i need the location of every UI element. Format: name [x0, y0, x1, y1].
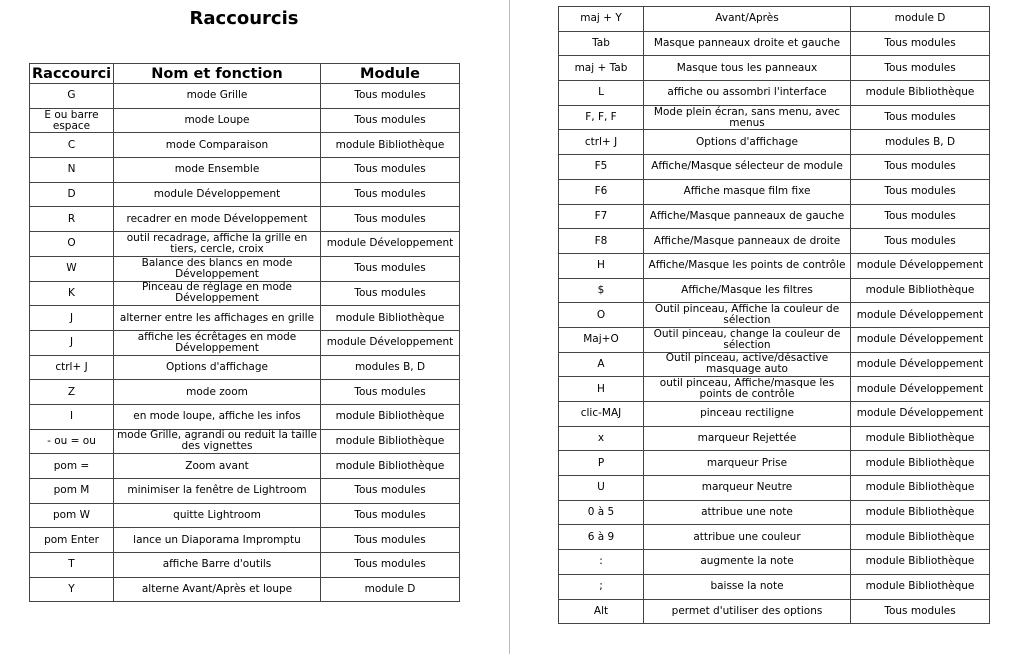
function-cell: module Développement [114, 182, 321, 207]
header-function: Nom et fonction [114, 64, 321, 84]
function-cell: quitte Lightroom [114, 503, 321, 528]
table-row [559, 500, 990, 525]
function-cell: Affiche/Masque panneaux de droite [644, 229, 851, 254]
function-cell: mode zoom [114, 380, 321, 405]
function-cell: permet d'utiliser des options [644, 599, 851, 624]
left-shortcuts-table [29, 63, 460, 602]
module-cell: Tous modules [321, 108, 460, 133]
function-cell: marqueur Prise [644, 451, 851, 476]
module-cell: Tous modules [851, 56, 990, 81]
right-shortcuts-table [558, 6, 990, 624]
table-row [30, 158, 460, 183]
module-cell: Tous modules [321, 182, 460, 207]
table-row [559, 229, 990, 254]
module-cell: Tous modules [321, 528, 460, 553]
shortcut-cell: H [559, 377, 644, 402]
module-cell: Tous modules [851, 155, 990, 180]
table-row [30, 133, 460, 158]
table-row [30, 577, 460, 602]
function-cell: augmente la note [644, 550, 851, 575]
shortcut-cell: ctrl+ J [30, 355, 114, 380]
shortcut-cell: F7 [559, 204, 644, 229]
module-cell: Tous modules [321, 158, 460, 183]
table-row [30, 232, 460, 257]
module-cell: module Bibliothèque [851, 550, 990, 575]
page-title: Raccourcis [189, 8, 299, 29]
function-cell: Masque tous les panneaux [644, 56, 851, 81]
function-cell: Affiche masque film fixe [644, 179, 851, 204]
table-row [559, 599, 990, 624]
shortcut-cell: pom Enter [30, 528, 114, 553]
module-cell: module Développement [851, 377, 990, 402]
table-row [559, 130, 990, 155]
table-row [559, 550, 990, 575]
module-cell: module Bibliothèque [321, 454, 460, 479]
table-row [30, 454, 460, 479]
shortcut-cell: 6 à 9 [559, 525, 644, 550]
function-cell: Outil pinceau, active/désactive masquage auto [644, 352, 851, 377]
table-row [30, 355, 460, 380]
module-cell: Tous modules [851, 179, 990, 204]
shortcut-cell: W [30, 256, 114, 281]
shortcut-cell: F8 [559, 229, 644, 254]
shortcut-cell: A [559, 352, 644, 377]
module-cell: module Bibliothèque [321, 429, 460, 454]
function-cell: attribue une note [644, 500, 851, 525]
table-row [559, 525, 990, 550]
table-row [559, 253, 990, 278]
table-row [559, 574, 990, 599]
module-cell: Tous modules [321, 380, 460, 405]
function-cell: Outil pinceau, change la couleur de sélection [644, 327, 851, 352]
function-cell: Outil pinceau, Affiche la couleur de sélection [644, 303, 851, 328]
table-row [559, 81, 990, 106]
module-cell: module Bibliothèque [851, 278, 990, 303]
function-cell: mode Loupe [114, 108, 321, 133]
shortcut-cell: maj + Tab [559, 56, 644, 81]
module-cell: Tous modules [321, 256, 460, 281]
table-row [30, 182, 460, 207]
module-cell: module Bibliothèque [851, 476, 990, 501]
shortcut-cell: F5 [559, 155, 644, 180]
table-row [30, 404, 460, 429]
module-cell: module Bibliothèque [851, 81, 990, 106]
function-cell: marqueur Neutre [644, 476, 851, 501]
shortcut-cell: O [559, 303, 644, 328]
module-cell: module Bibliothèque [851, 426, 990, 451]
shortcut-cell: 0 à 5 [559, 500, 644, 525]
module-cell: module Bibliothèque [851, 500, 990, 525]
shortcut-cell: $ [559, 278, 644, 303]
table-row [30, 479, 460, 504]
function-cell: en mode loupe, affiche les infos [114, 404, 321, 429]
header-shortcut: Raccourci [30, 64, 114, 84]
module-cell: module Bibliothèque [851, 574, 990, 599]
shortcut-cell: E ou barre espace [30, 108, 114, 133]
table-row [559, 451, 990, 476]
module-cell: Tous modules [851, 229, 990, 254]
function-cell: mode Grille, agrandi ou reduit la taille des vignettes [114, 429, 321, 454]
shortcut-cell: F, F, F [559, 105, 644, 130]
table-row [559, 327, 990, 352]
function-cell: affiche ou assombri l'interface [644, 81, 851, 106]
function-cell: affiche Barre d'outils [114, 553, 321, 578]
table-row [30, 429, 460, 454]
shortcut-cell: : [559, 550, 644, 575]
shortcut-cell: J [30, 330, 114, 355]
table-row [30, 207, 460, 232]
table-header-row [30, 64, 460, 84]
module-cell: Tous modules [321, 281, 460, 306]
table-row [30, 330, 460, 355]
module-cell: Tous modules [321, 479, 460, 504]
function-cell: Affiche/Masque les filtres [644, 278, 851, 303]
function-cell: Affiche/Masque sélecteur de module [644, 155, 851, 180]
table-row [30, 281, 460, 306]
function-cell: recadrer en mode Développement [114, 207, 321, 232]
shortcut-cell: P [559, 451, 644, 476]
function-cell: pinceau rectiligne [644, 402, 851, 427]
shortcut-cell: I [30, 404, 114, 429]
function-cell: Affiche/Masque panneaux de gauche [644, 204, 851, 229]
table-row [559, 56, 990, 81]
module-cell: module Développement [851, 352, 990, 377]
table-row [559, 7, 990, 32]
module-cell: Tous modules [321, 503, 460, 528]
shortcut-cell: clic-MAJ [559, 402, 644, 427]
header-module: Module [321, 64, 460, 84]
module-cell: Tous modules [321, 207, 460, 232]
table-row [559, 426, 990, 451]
module-cell: module Bibliothèque [851, 451, 990, 476]
shortcut-cell: T [30, 553, 114, 578]
right-table-body [559, 7, 990, 624]
function-cell: mode Comparaison [114, 133, 321, 158]
table-row [30, 528, 460, 553]
module-cell: module Développement [321, 232, 460, 257]
shortcut-cell: Tab [559, 31, 644, 56]
shortcut-cell: L [559, 81, 644, 106]
table-row [30, 84, 460, 109]
shortcut-cell: K [30, 281, 114, 306]
shortcut-cell: Maj+O [559, 327, 644, 352]
shortcut-cell: pom W [30, 503, 114, 528]
function-cell: Pinceau de réglage en mode Développement [114, 281, 321, 306]
table-row [30, 108, 460, 133]
function-cell: Avant/Après [644, 7, 851, 32]
shortcut-cell: ; [559, 574, 644, 599]
shortcut-cell: U [559, 476, 644, 501]
table-row [30, 503, 460, 528]
function-cell: outil recadrage, affiche la grille en tiers, cercle, croix [114, 232, 321, 257]
table-row [30, 306, 460, 331]
table-row [559, 155, 990, 180]
function-cell: lance un Diaporama Impromptu [114, 528, 321, 553]
shortcut-cell: J [30, 306, 114, 331]
function-cell: outil pinceau, Affiche/masque les points de contrôle [644, 377, 851, 402]
module-cell: module Bibliothèque [321, 133, 460, 158]
table-row [559, 377, 990, 402]
module-cell: module Développement [851, 327, 990, 352]
function-cell: Options d'affichage [644, 130, 851, 155]
function-cell: mode Grille [114, 84, 321, 109]
module-cell: module D [321, 577, 460, 602]
left-table-body [30, 84, 460, 602]
function-cell: Affiche/Masque les points de contrôle [644, 253, 851, 278]
table-row [30, 553, 460, 578]
table-row [559, 352, 990, 377]
shortcut-cell: pom M [30, 479, 114, 504]
table-row [559, 179, 990, 204]
module-cell: module Développement [851, 303, 990, 328]
table-row [559, 31, 990, 56]
table-row [559, 402, 990, 427]
function-cell: Balance des blancs en mode Développement [114, 256, 321, 281]
function-cell: Options d'affichage [114, 355, 321, 380]
page-divider [509, 0, 510, 654]
table-row [559, 204, 990, 229]
table-row [559, 303, 990, 328]
module-cell: Tous modules [321, 553, 460, 578]
function-cell: baisse la note [644, 574, 851, 599]
module-cell: Tous modules [851, 105, 990, 130]
shortcut-cell: C [30, 133, 114, 158]
module-cell: modules B, D [851, 130, 990, 155]
shortcut-cell: pom = [30, 454, 114, 479]
table-row [559, 476, 990, 501]
function-cell: alterner entre les affichages en grille [114, 306, 321, 331]
function-cell: mode Ensemble [114, 158, 321, 183]
function-cell: affiche les écrêtages en mode Développement [114, 330, 321, 355]
module-cell: module Développement [851, 253, 990, 278]
module-cell: module Bibliothèque [321, 306, 460, 331]
table-row [30, 256, 460, 281]
shortcut-cell: Z [30, 380, 114, 405]
module-cell: Tous modules [851, 599, 990, 624]
shortcut-cell: G [30, 84, 114, 109]
function-cell: Zoom avant [114, 454, 321, 479]
shortcut-cell: F6 [559, 179, 644, 204]
table-row [559, 278, 990, 303]
module-cell: Tous modules [851, 31, 990, 56]
shortcut-cell: D [30, 182, 114, 207]
function-cell: alterne Avant/Après et loupe [114, 577, 321, 602]
module-cell: module Développement [851, 402, 990, 427]
module-cell: Tous modules [321, 84, 460, 109]
module-cell: module Développement [321, 330, 460, 355]
shortcut-cell: x [559, 426, 644, 451]
shortcut-cell: ctrl+ J [559, 130, 644, 155]
table-row [30, 380, 460, 405]
module-cell: Tous modules [851, 204, 990, 229]
module-cell: module Bibliothèque [321, 404, 460, 429]
shortcut-cell: R [30, 207, 114, 232]
module-cell: modules B, D [321, 355, 460, 380]
shortcut-cell: H [559, 253, 644, 278]
function-cell: attribue une couleur [644, 525, 851, 550]
module-cell: module D [851, 7, 990, 32]
function-cell: Mode plein écran, sans menu, avec menus [644, 105, 851, 130]
shortcut-cell: maj + Y [559, 7, 644, 32]
shortcut-cell: Alt [559, 599, 644, 624]
shortcut-cell: - ou = ou [30, 429, 114, 454]
function-cell: marqueur Rejettée [644, 426, 851, 451]
table-row [559, 105, 990, 130]
function-cell: Masque panneaux droite et gauche [644, 31, 851, 56]
shortcut-cell: Y [30, 577, 114, 602]
shortcut-cell: N [30, 158, 114, 183]
module-cell: module Bibliothèque [851, 525, 990, 550]
shortcut-cell: O [30, 232, 114, 257]
function-cell: minimiser la fenêtre de Lightroom [114, 479, 321, 504]
